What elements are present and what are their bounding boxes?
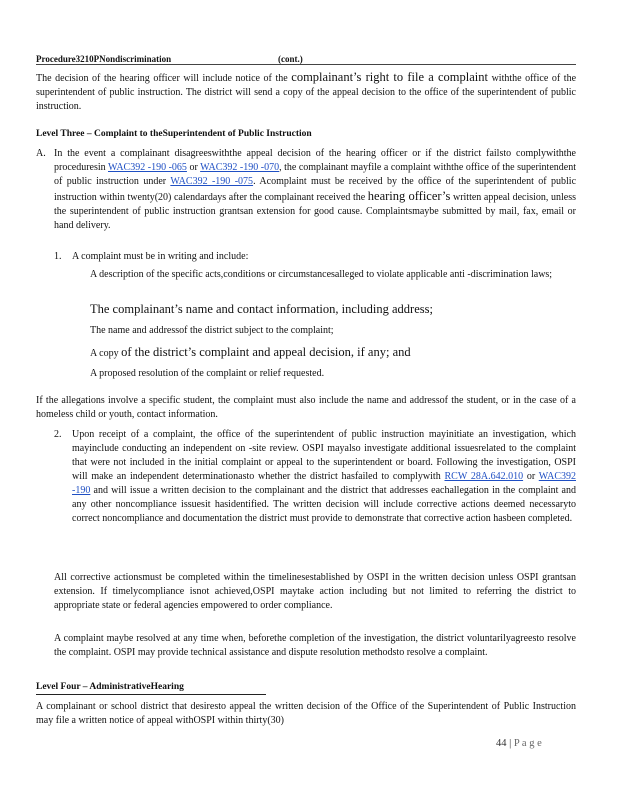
procedure-header — [36, 52, 576, 65]
wac-075-link[interactable]: WAC392 -190 -075 — [170, 176, 254, 187]
page-footer — [496, 737, 542, 751]
section-a — [36, 147, 576, 233]
wac-190-link[interactable]: WAC392 -190 — [72, 471, 576, 496]
appeal-paragraph: A complainant or school district that desiresto appeal the written decision of the Office of the Superintendent of Public Instruction may file a written notice of appeal withOSPI within thirty(30) — [36, 701, 576, 726]
level-three-heading: Level Three – Complaint to theSuperintendent of Public Instruction — [36, 129, 312, 139]
continued-label: (cont.) — [278, 54, 303, 64]
section-a-text: In the event a complainant disagreeswiththe appeal decision of the hearing officer or if the district failsto complywiththe proceduresin WAC392 -190 -065 or WAC392 -190 -070, the complainant mayfile a complaint withthe office of the superintendent of public instruction under WAC392 -190 -075. Acomplaint must be received by the office of the superintendent of public instruction within twenty(20) calendardays after the complainant received the hearing officer’s written appeal decision, unless the superintendent of public instruction grantsan extension for good cause. Complaintsmaybe submitted by mail, fax, email or hand delivery. — [54, 148, 577, 231]
page-number: 44 — [496, 738, 507, 749]
level-four-heading: Level Four – AdministrativeHearing — [36, 680, 266, 695]
wac-065-link[interactable]: WAC392 -190 -065 — [108, 162, 187, 173]
resolution-paragraph: A complaint maybe resolved at any time when, beforethe completion of the investigation, the district voluntarilyagreesto resolve the complaint. OSPI may provide technical assistance and dispute resolution methodsto resolve a complaint. — [54, 633, 576, 658]
page-separator: | — [509, 738, 512, 749]
item-2 — [54, 428, 576, 526]
rcw-link[interactable]: RCW 28A.642.010 — [444, 471, 524, 482]
page-label: P a g e — [513, 738, 542, 749]
procedure-title: Procedure3210PNondiscrimination — [36, 54, 172, 64]
item-1-text: A complaint must be in writing and include: — [72, 251, 249, 262]
hearing-officer-paragraph: The decision of the hearing officer will include notice of the complainant’s right to file a complaint withthe office of the superintendent of public instruction. The district will send a copy of the appeal decision to the office of the superintendent of public instruction. — [36, 70, 577, 112]
item-2-text: Upon receipt of a complaint, the office of the superintendent of public instruction mayinitiate an investigation, which mayinclude conducting an independent on -site review. OSPI mayalso investigate additional issuesrelated to the complaint that were not included in the initial complaint or appeal to the superintendent or board. Following the investigation, OSPI will make an independent determinationasto whether the district hasfailed to complywith RCW 28A.642.010 or WAC392 -190 and will issue a written decision to the complainant and the district that addresses eachallegation in the complaint and any other noncompliance issuesit hasidentified. The written decision will include corrective actions deemed necessaryto correct noncompliance and documentation the district must provide to demonstrate that corrective action hasbeen completed. — [72, 429, 576, 524]
section-a-label: A. — [36, 148, 46, 159]
item-1 — [54, 250, 248, 264]
corrective-actions-paragraph: All corrective actionsmust be completed within the timelinesestablished by OSPI in the written decision unless OSPI grantsan extension. If timelycompliance isnot achieved,OSPI maytake action including but not limited to referring the district to appropriate state or federal agencies empowered to order compliance. — [54, 572, 576, 611]
item-1-number: 1. — [54, 251, 62, 262]
wac-070-link[interactable]: WAC392 -190 -070 — [200, 162, 280, 173]
allegations-paragraph: If the allegations involve a specific student, the complaint must also include the name and addressof the student, or in the case of a homeless child or youth, contact information. — [36, 395, 576, 420]
item-2-number: 2. — [54, 429, 62, 440]
